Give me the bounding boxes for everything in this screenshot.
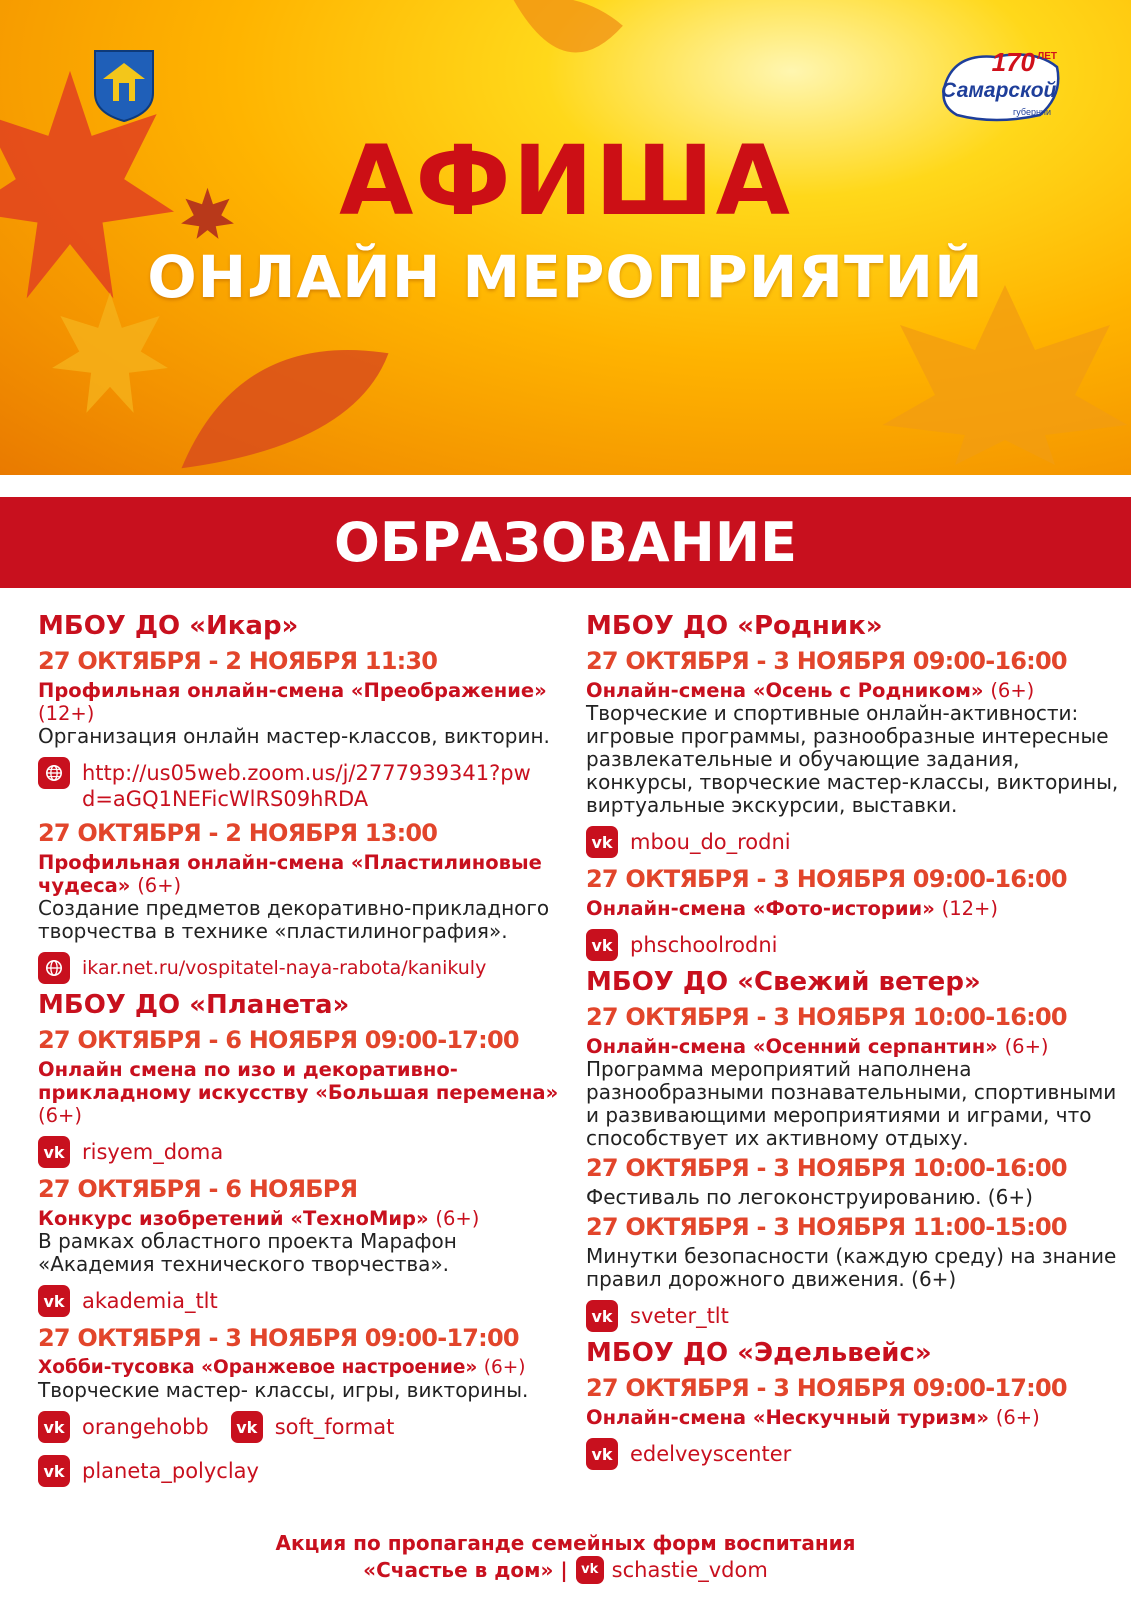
- vk-icon: vk: [231, 1411, 263, 1443]
- link-text[interactable]: sveter_tlt: [630, 1304, 729, 1328]
- age-rating: (12+): [38, 702, 95, 725]
- event-description: В рамках областного проекта Марафон «Академия технического творчества».: [38, 1229, 457, 1276]
- event-link[interactable]: [38, 1411, 209, 1443]
- org-title: МБОУ ДО «Эдельвейс»: [586, 1338, 932, 1368]
- age-rating: (6+): [990, 679, 1035, 702]
- event-link[interactable]: [586, 1438, 1126, 1470]
- samara-170-years-logo: [935, 45, 1065, 123]
- footer: [0, 1530, 1131, 1584]
- event-title: Профильная онлайн-смена «Преображение» (12+): [38, 679, 547, 725]
- event-date: 27 ОКТЯБРЯ - 2 НОЯБРЯ 13:00: [38, 819, 438, 847]
- globe-icon: [38, 757, 70, 789]
- event-description: Минутки безопасности (каждую среду) на знание правил дорожного движения. (6+): [586, 1244, 1117, 1291]
- link-text[interactable]: phschoolrodni: [630, 933, 778, 957]
- link-text[interactable]: risyem_doma: [82, 1140, 224, 1164]
- link-text[interactable]: http://us05web.zoom.us/j/2777939341?pwd=aGQ1NEFicWlRS09hRDA: [82, 761, 531, 811]
- vk-icon: vk: [38, 1285, 70, 1317]
- event-title: Онлайн-смена «Фото-истории» (12+): [586, 897, 998, 920]
- event-date: 27 ОКТЯБРЯ - 2 НОЯБРЯ 11:30: [38, 647, 438, 675]
- event-date: 27 ОКТЯБРЯ - 3 НОЯБРЯ 10:00-16:00: [586, 1154, 1067, 1182]
- maple-leaf-decoration: [170, 330, 400, 475]
- page-subtitle: ОНЛАЙН МЕРОПРИЯТИЙ: [147, 243, 984, 311]
- header-banner: [0, 0, 1131, 475]
- vk-icon: vk: [586, 1438, 618, 1470]
- right-column: [586, 605, 1126, 1473]
- age-rating: (6+): [435, 1207, 480, 1230]
- vk-icon: vk: [586, 826, 618, 858]
- age-rating: (12+): [941, 897, 998, 920]
- event-title: Хобби-тусовка «Оранжевое настроение» (6+): [38, 1357, 526, 1378]
- event-link[interactable]: [38, 757, 568, 812]
- event-description: Организация онлайн мастер-классов, викторин.: [38, 724, 550, 748]
- vk-icon: vk: [576, 1556, 604, 1584]
- age-rating: (6+): [137, 874, 182, 897]
- link-text[interactable]: akademia_tlt: [82, 1289, 218, 1313]
- tolyatti-coat-of-arms-icon: [93, 49, 155, 123]
- org-title: МБОУ ДО «Икар»: [38, 611, 299, 641]
- event-title: Профильная онлайн-смена «Пластилиновые чудеса» (6+): [38, 851, 542, 897]
- event-date: 27 ОКТЯБРЯ - 6 НОЯБРЯ 09:00-17:00: [38, 1026, 519, 1054]
- section-title: ОБРАЗОВАНИЕ: [0, 497, 1131, 588]
- event-date: 27 ОКТЯБРЯ - 3 НОЯБРЯ 09:00-17:00: [38, 1324, 519, 1352]
- link-text[interactable]: mbou_do_rodni: [630, 830, 791, 854]
- event-description: Программа мероприятий наполнена разнообразными познавательными, спортивными и развивающими мероприятиями и играми, что способствует их активному отдыху.: [586, 1057, 1117, 1150]
- link-text[interactable]: edelveyscenter: [630, 1442, 792, 1466]
- org-title: МБОУ ДО «Планета»: [38, 990, 350, 1020]
- event-title: Онлайн-смена «Нескучный туризм» (6+): [586, 1406, 1040, 1429]
- event-description: Творческие мастер- классы, игры, викторины.: [38, 1378, 529, 1402]
- event-date: 27 ОКТЯБРЯ - 3 НОЯБРЯ 11:00-15:00: [586, 1213, 1067, 1241]
- anniv-let: ЛЕТ: [1037, 51, 1057, 62]
- event-date: 27 ОКТЯБРЯ - 3 НОЯБРЯ 09:00-16:00: [586, 865, 1067, 893]
- event-description: Создание предметов декоративно-прикладного творчества в технике «пластилинография».: [38, 896, 550, 943]
- footer-campaign-name: «Счастье в дом» |: [363, 1558, 568, 1582]
- left-column: [38, 605, 568, 1490]
- page-title: АФИША: [339, 125, 792, 237]
- vk-icon: vk: [38, 1136, 70, 1168]
- event-title: Онлайн-смена «Осенний серпантин» (6+): [586, 1035, 1049, 1058]
- footer-line1: Акция по пропаганде семейных форм воспитания: [275, 1531, 856, 1555]
- event-link[interactable]: [38, 952, 568, 984]
- link-text[interactable]: soft_format: [274, 1415, 395, 1439]
- event-link[interactable]: [586, 1300, 1126, 1332]
- globe-icon: [38, 952, 70, 984]
- link-text[interactable]: ikar.net.ru/vospitatel-naya-rabota/kanikuly: [82, 957, 487, 979]
- age-rating: (6+): [38, 1104, 82, 1127]
- age-rating: (6+): [995, 1406, 1040, 1429]
- event-link[interactable]: [38, 1285, 568, 1317]
- vk-icon: vk: [38, 1455, 70, 1487]
- org-title: МБОУ ДО «Свежий ветер»: [586, 967, 981, 997]
- event-link[interactable]: [586, 929, 1126, 961]
- vk-icon: vk: [38, 1411, 70, 1443]
- event-link[interactable]: [586, 826, 1126, 858]
- event-title: Конкурс изобретений «ТехноМир» (6+): [38, 1207, 480, 1230]
- event-link[interactable]: [231, 1411, 395, 1443]
- vk-icon: vk: [586, 929, 618, 961]
- event-title: Онлайн-смена «Осень с Родником» (6+): [586, 679, 1035, 702]
- event-link[interactable]: [38, 1136, 568, 1168]
- age-rating: (6+): [483, 1357, 526, 1378]
- maple-leaf-decoration: [500, 0, 630, 90]
- org-title: МБОУ ДО «Родник»: [586, 611, 883, 641]
- event-date: 27 ОКТЯБРЯ - 3 НОЯБРЯ 09:00-17:00: [586, 1374, 1067, 1402]
- footer-link[interactable]: schastie_vdom: [611, 1558, 768, 1582]
- anniv-name: Самарской: [941, 79, 1057, 102]
- link-text[interactable]: planeta_polyclay: [82, 1459, 259, 1483]
- link-text[interactable]: orangehobb: [82, 1415, 209, 1439]
- age-rating: (6+): [1004, 1035, 1049, 1058]
- event-description: Фестиваль по легоконструированию. (6+): [586, 1185, 1033, 1209]
- event-title: Онлайн смена по изо и декоративно-прикладному искусству «Большая перемена» (6+): [38, 1058, 559, 1127]
- anniv-number: 170: [991, 47, 1035, 77]
- event-description: Творческие и спортивные онлайн-активности: игровые программы, разнообразные интересные развлекательные и обучающие задания, конкурсы, творческие мастер-классы, викторины, виртуальные экскурсии, выставки.: [586, 701, 1119, 817]
- event-date: 27 ОКТЯБРЯ - 3 НОЯБРЯ 09:00-16:00: [586, 647, 1067, 675]
- anniv-gub: губернии: [1013, 107, 1051, 117]
- vk-icon: vk: [586, 1300, 618, 1332]
- event-link[interactable]: [38, 1455, 568, 1487]
- event-date: 27 ОКТЯБРЯ - 6 НОЯБРЯ: [38, 1175, 358, 1203]
- event-date: 27 ОКТЯБРЯ - 3 НОЯБРЯ 10:00-16:00: [586, 1003, 1067, 1031]
